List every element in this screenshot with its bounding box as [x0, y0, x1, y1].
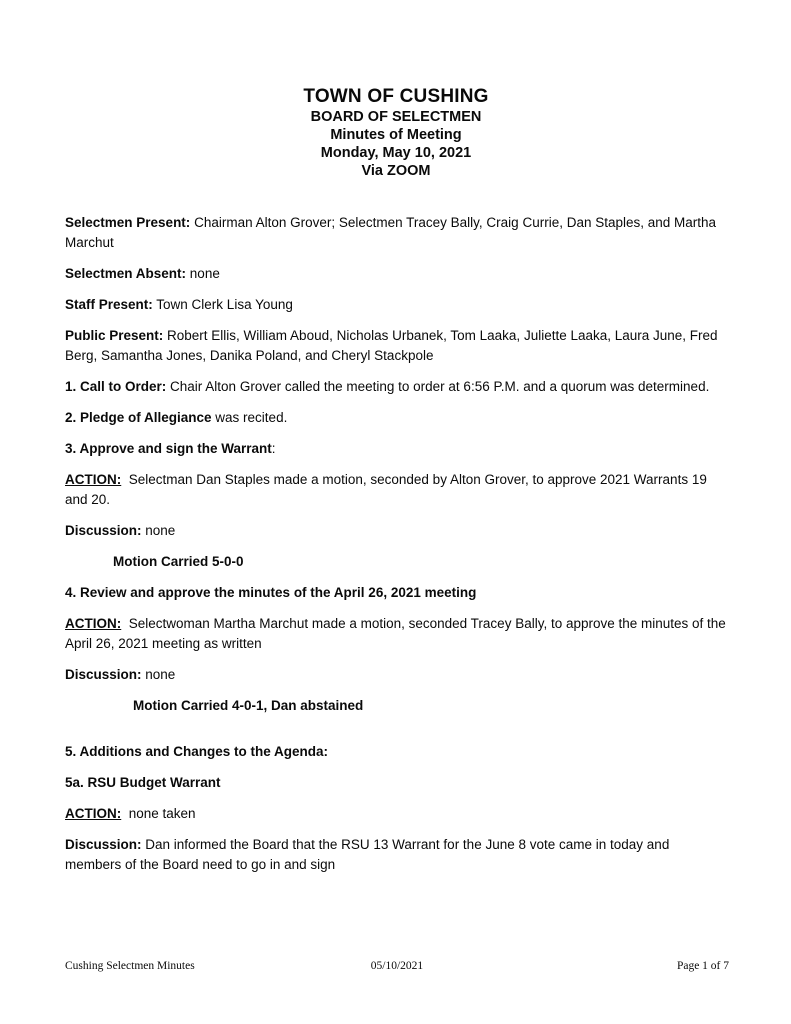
motion-result-label: Motion Carried 5-0-0 — [113, 554, 244, 569]
document-content — [65, 85, 727, 886]
additions-changes-heading — [65, 742, 727, 762]
paragraph-label: Discussion: — [65, 837, 142, 852]
paragraph-text: none — [141, 667, 176, 682]
document-title: TOWN OF CUSHING — [303, 86, 489, 107]
header-organization: BOARD OF SELECTMEN — [310, 109, 482, 125]
header-meeting-venue: Via ZOOM — [361, 163, 431, 179]
footer-date: 05/10/2021 — [370, 960, 424, 972]
action-paragraph-minutes — [65, 614, 727, 654]
paragraph-text: Selectman Dan Staples made a motion, seconded by Alton Grover, to approve 2021 Warrants 19 and 20. — [65, 472, 707, 507]
paragraph-text: Robert Ellis, William Aboud, Nicholas Urbanek, Tom Laaka, Juliette Laaka, Laura June, Fred Berg, Samantha Jones, Danika Poland, and Cheryl Stackpole — [65, 328, 718, 363]
action-paragraph-warrant — [65, 470, 727, 510]
section-heading-label: 5. Additions and Changes to the Agenda: — [65, 744, 329, 759]
action-label: ACTION: — [65, 616, 122, 631]
approve-warrant-heading — [65, 439, 727, 459]
paragraph-text: Dan informed the Board that the RSU 13 Warrant for the June 8 vote came in today and members of the Board need to go in and sign — [65, 837, 670, 872]
document-header — [65, 85, 727, 180]
footer-document-title: Cushing Selectmen Minutes — [65, 960, 195, 972]
staff-present-paragraph — [65, 295, 727, 315]
page-footer — [65, 959, 729, 973]
action-label: ACTION: — [65, 472, 122, 487]
paragraph-text: : — [271, 441, 276, 456]
selectmen-absent-paragraph — [65, 264, 727, 284]
paragraph-label: Discussion: — [65, 523, 142, 538]
paragraph-text: none — [141, 523, 176, 538]
section-heading-label: 5a. RSU Budget Warrant — [65, 775, 221, 790]
action-paragraph-rsu — [65, 804, 727, 824]
discussion-paragraph-warrant — [65, 521, 727, 541]
header-meeting-date: Monday, May 10, 2021 — [320, 145, 472, 161]
discussion-paragraph-rsu — [65, 835, 727, 875]
section-heading-label: 3. Approve and sign the Warrant — [65, 441, 272, 456]
paragraph-label: Selectmen Absent: — [65, 266, 187, 281]
paragraph-label: Discussion: — [65, 667, 142, 682]
paragraph-label: Public Present: — [65, 328, 164, 343]
pledge-of-allegiance-paragraph — [65, 408, 727, 428]
paragraph-text: Selectwoman Martha Marchut made a motion, seconded Tracey Bally, to approve the minutes of the April 26, 2021 meeting as written — [65, 616, 726, 651]
paragraph-label: Staff Present: — [65, 297, 153, 312]
paragraph-label: 2. Pledge of Allegiance — [65, 410, 212, 425]
rsu-budget-warrant-heading — [65, 773, 727, 793]
action-label: ACTION: — [65, 806, 122, 821]
paragraph-text: Chair Alton Grover called the meeting to order at 6:56 P.M. and a quorum was determined. — [166, 379, 710, 394]
review-minutes-heading — [65, 583, 727, 603]
paragraph-text: was recited. — [211, 410, 288, 425]
paragraph-label: 1. Call to Order: — [65, 379, 167, 394]
header-document-type: Minutes of Meeting — [330, 127, 462, 143]
motion-carried-minutes — [65, 696, 727, 716]
selectmen-present-paragraph — [65, 213, 727, 253]
motion-carried-warrant — [65, 552, 727, 572]
paragraph-text: Chairman Alton Grover; Selectmen Tracey Bally, Craig Currie, Dan Staples, and Martha Marchut — [65, 215, 717, 250]
discussion-paragraph-minutes — [65, 665, 727, 685]
paragraph-text: Town Clerk Lisa Young — [152, 297, 293, 312]
paragraph-label: Selectmen Present: — [65, 215, 191, 230]
footer-page-number: Page 1 of 7 — [676, 960, 729, 972]
call-to-order-paragraph — [65, 377, 727, 397]
paragraph-text: none — [186, 266, 220, 281]
paragraph-text: none taken — [121, 806, 196, 821]
section-heading-label: 4. Review and approve the minutes of the April 26, 2021 meeting — [65, 585, 477, 600]
motion-result-label: Motion Carried 4-0-1, Dan abstained — [133, 698, 364, 713]
public-present-paragraph — [65, 326, 727, 366]
